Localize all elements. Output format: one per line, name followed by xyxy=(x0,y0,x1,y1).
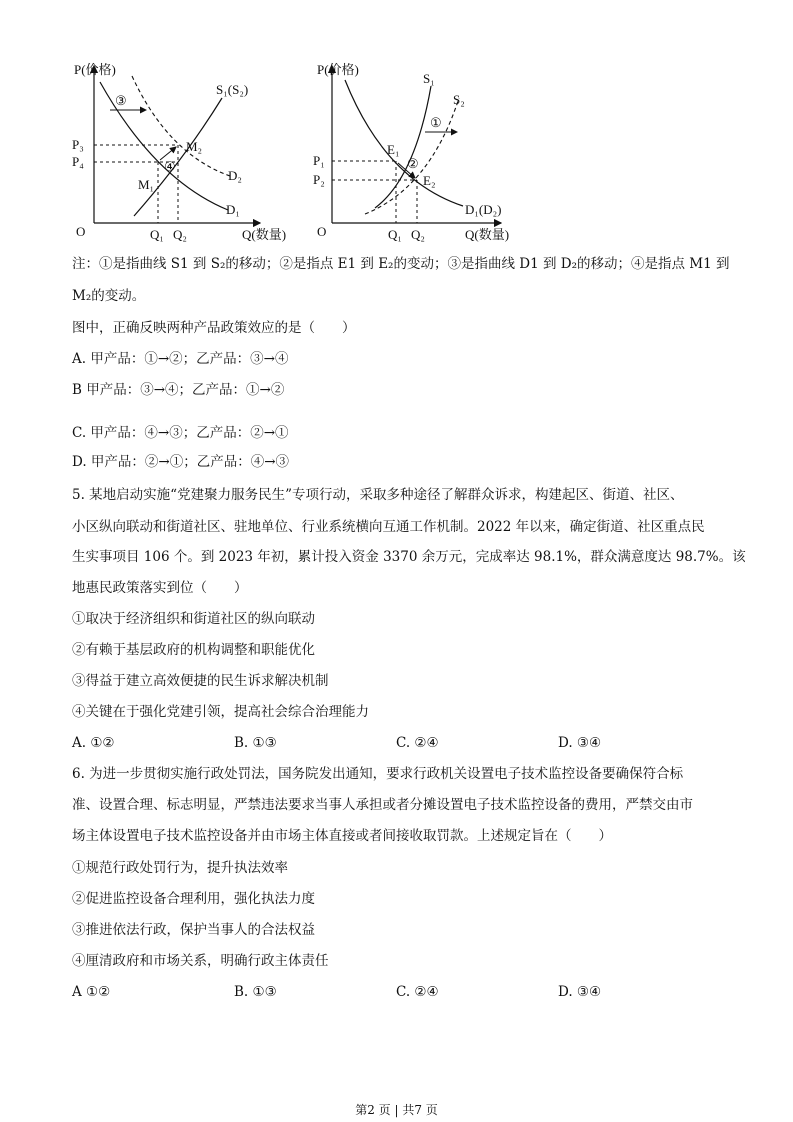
y-axis-label: P(价格) xyxy=(74,62,116,77)
q6-choice-b[interactable]: B. ①③ xyxy=(234,984,277,1000)
q5-item-1: ①取决于经济组织和街道社区的纵向联动 xyxy=(72,611,315,627)
q6-line-1: 6. 为进一步贯彻实施行政处罚法，国务院发出通知，要求行政机关设置电子技术监控设备要确保符合标 xyxy=(72,766,684,782)
q5-choice-d[interactable]: D. ③④ xyxy=(558,735,602,751)
p1-label: P₁ xyxy=(313,153,325,168)
q5-line-2: 小区纵向联动和街道社区、驻地单位、行业系统横向互通工作机制。2022 年以来，确定街道、社区重点民 xyxy=(72,519,705,535)
q4-option-d[interactable]: D. 甲产品：②→①；乙产品：④→③ xyxy=(72,454,290,470)
supply-curve-s1 xyxy=(375,86,431,208)
q5-choice-b[interactable]: B. ①③ xyxy=(234,735,277,751)
m2-label: M₂ xyxy=(186,139,203,154)
note-line-2: M₂的变动。 xyxy=(72,288,146,304)
p3-label: P₃ xyxy=(72,137,84,152)
q5-item-4: ④关键在于强化党建引领，提高社会综合治理能力 xyxy=(72,704,369,720)
q5-item-3: ③得益于建立高效便捷的民生诉求解决机制 xyxy=(72,673,329,689)
page-footer: 第2 页 | 共7 页 xyxy=(355,1103,438,1117)
p2-label: P₂ xyxy=(313,172,325,187)
arrow-label-4: ④ xyxy=(164,159,176,174)
m1-label: M₁ xyxy=(138,177,155,192)
p4-label: P₄ xyxy=(72,154,84,169)
q6-line-2: 准、设置合理、标志明显，严禁违法要求当事人承担或者分摊设置电子技术监控设备的费用，严禁交由市 xyxy=(72,797,693,813)
q4-stem: 图中，正确反映两种产品政策效应的是（ ） xyxy=(72,320,356,336)
q6-item-4: ④厘清政府和市场关系，明确行政主体责任 xyxy=(72,953,329,969)
s2-curve-label: S₂ xyxy=(453,92,465,107)
q5-choices xyxy=(72,733,722,753)
d2-curve-label: D₂ xyxy=(228,168,242,183)
x-axis-label: Q(数量) xyxy=(242,227,287,242)
d-curve-label: D₁(D₂) xyxy=(465,202,502,217)
supply-demand-graph-2 xyxy=(305,58,545,248)
q6-choices xyxy=(72,982,722,1002)
e2-label: E₂ xyxy=(423,173,436,188)
s-curve-label: S₁(S₂) xyxy=(216,82,249,97)
demand-curve-d xyxy=(345,80,463,206)
arrow-label-1: ① xyxy=(430,115,442,130)
q6-choice-d[interactable]: D. ③④ xyxy=(558,984,602,1000)
q4-option-b[interactable]: B 甲产品：③→④；乙产品：①→② xyxy=(72,382,285,398)
x-axis-label: Q(数量) xyxy=(465,227,510,242)
q4-option-a[interactable]: A. 甲产品：①→②；乙产品：③→④ xyxy=(72,351,289,367)
q6-choice-c[interactable]: C. ②④ xyxy=(396,984,439,1000)
q1-label: Q₁ xyxy=(388,227,402,242)
q6-choice-a[interactable]: A ①② xyxy=(72,984,111,1000)
q1-label: Q₁ xyxy=(150,227,164,242)
q6-item-1: ①规范行政处罚行为，提升执法效率 xyxy=(72,860,288,876)
y-axis-label: P(价格) xyxy=(317,62,359,77)
q5-choice-a[interactable]: A. ①② xyxy=(72,735,115,751)
e1-label: E₁ xyxy=(387,142,400,157)
origin-label: O xyxy=(76,224,86,239)
supply-demand-graph-1 xyxy=(60,58,300,248)
q2-label: Q₂ xyxy=(173,227,187,242)
q5-line-3: 生实事项目 106 个。到 2023 年初，累计投入资金 3370 余万元，完成率达 98.1%，群众满意度达 98.7%。该 xyxy=(72,549,746,565)
note-line-1: 注：①是指曲线 S1 到 S₂的移动；②是指点 E1 到 E₂的变动；③是指曲线 D1 到 D₂的移动；④是指点 M1 到 xyxy=(72,256,730,272)
q6-line-3: 场主体设置电子技术监控设备并由市场主体直接或者间接收取罚款。上述规定旨在（ ） xyxy=(72,828,612,844)
q5-choice-c[interactable]: C. ②④ xyxy=(396,735,439,751)
q4-option-c[interactable]: C. 甲产品：④→③；乙产品：②→① xyxy=(72,425,289,441)
d1-curve-label: D₁ xyxy=(226,202,240,217)
arrow-label-2: ② xyxy=(407,156,419,171)
q5-line-4: 地惠民政策落实到位（ ） xyxy=(72,580,248,596)
s1-curve-label: S₁ xyxy=(423,71,435,86)
q2-label: Q₂ xyxy=(411,227,425,242)
q6-item-3: ③推进依法行政，保护当事人的合法权益 xyxy=(72,922,315,938)
arrow-label-3: ③ xyxy=(115,93,127,108)
q6-item-2: ②促进监控设备合理利用，强化执法力度 xyxy=(72,891,315,907)
q5-line-1: 5. 某地启动实施“党建聚力服务民生”专项行动，采取多种途径了解群众诉求，构建起区、街道、社区、 xyxy=(72,487,684,503)
origin-label: O xyxy=(317,224,327,239)
q5-item-2: ②有赖于基层政府的机构调整和职能优化 xyxy=(72,642,315,658)
